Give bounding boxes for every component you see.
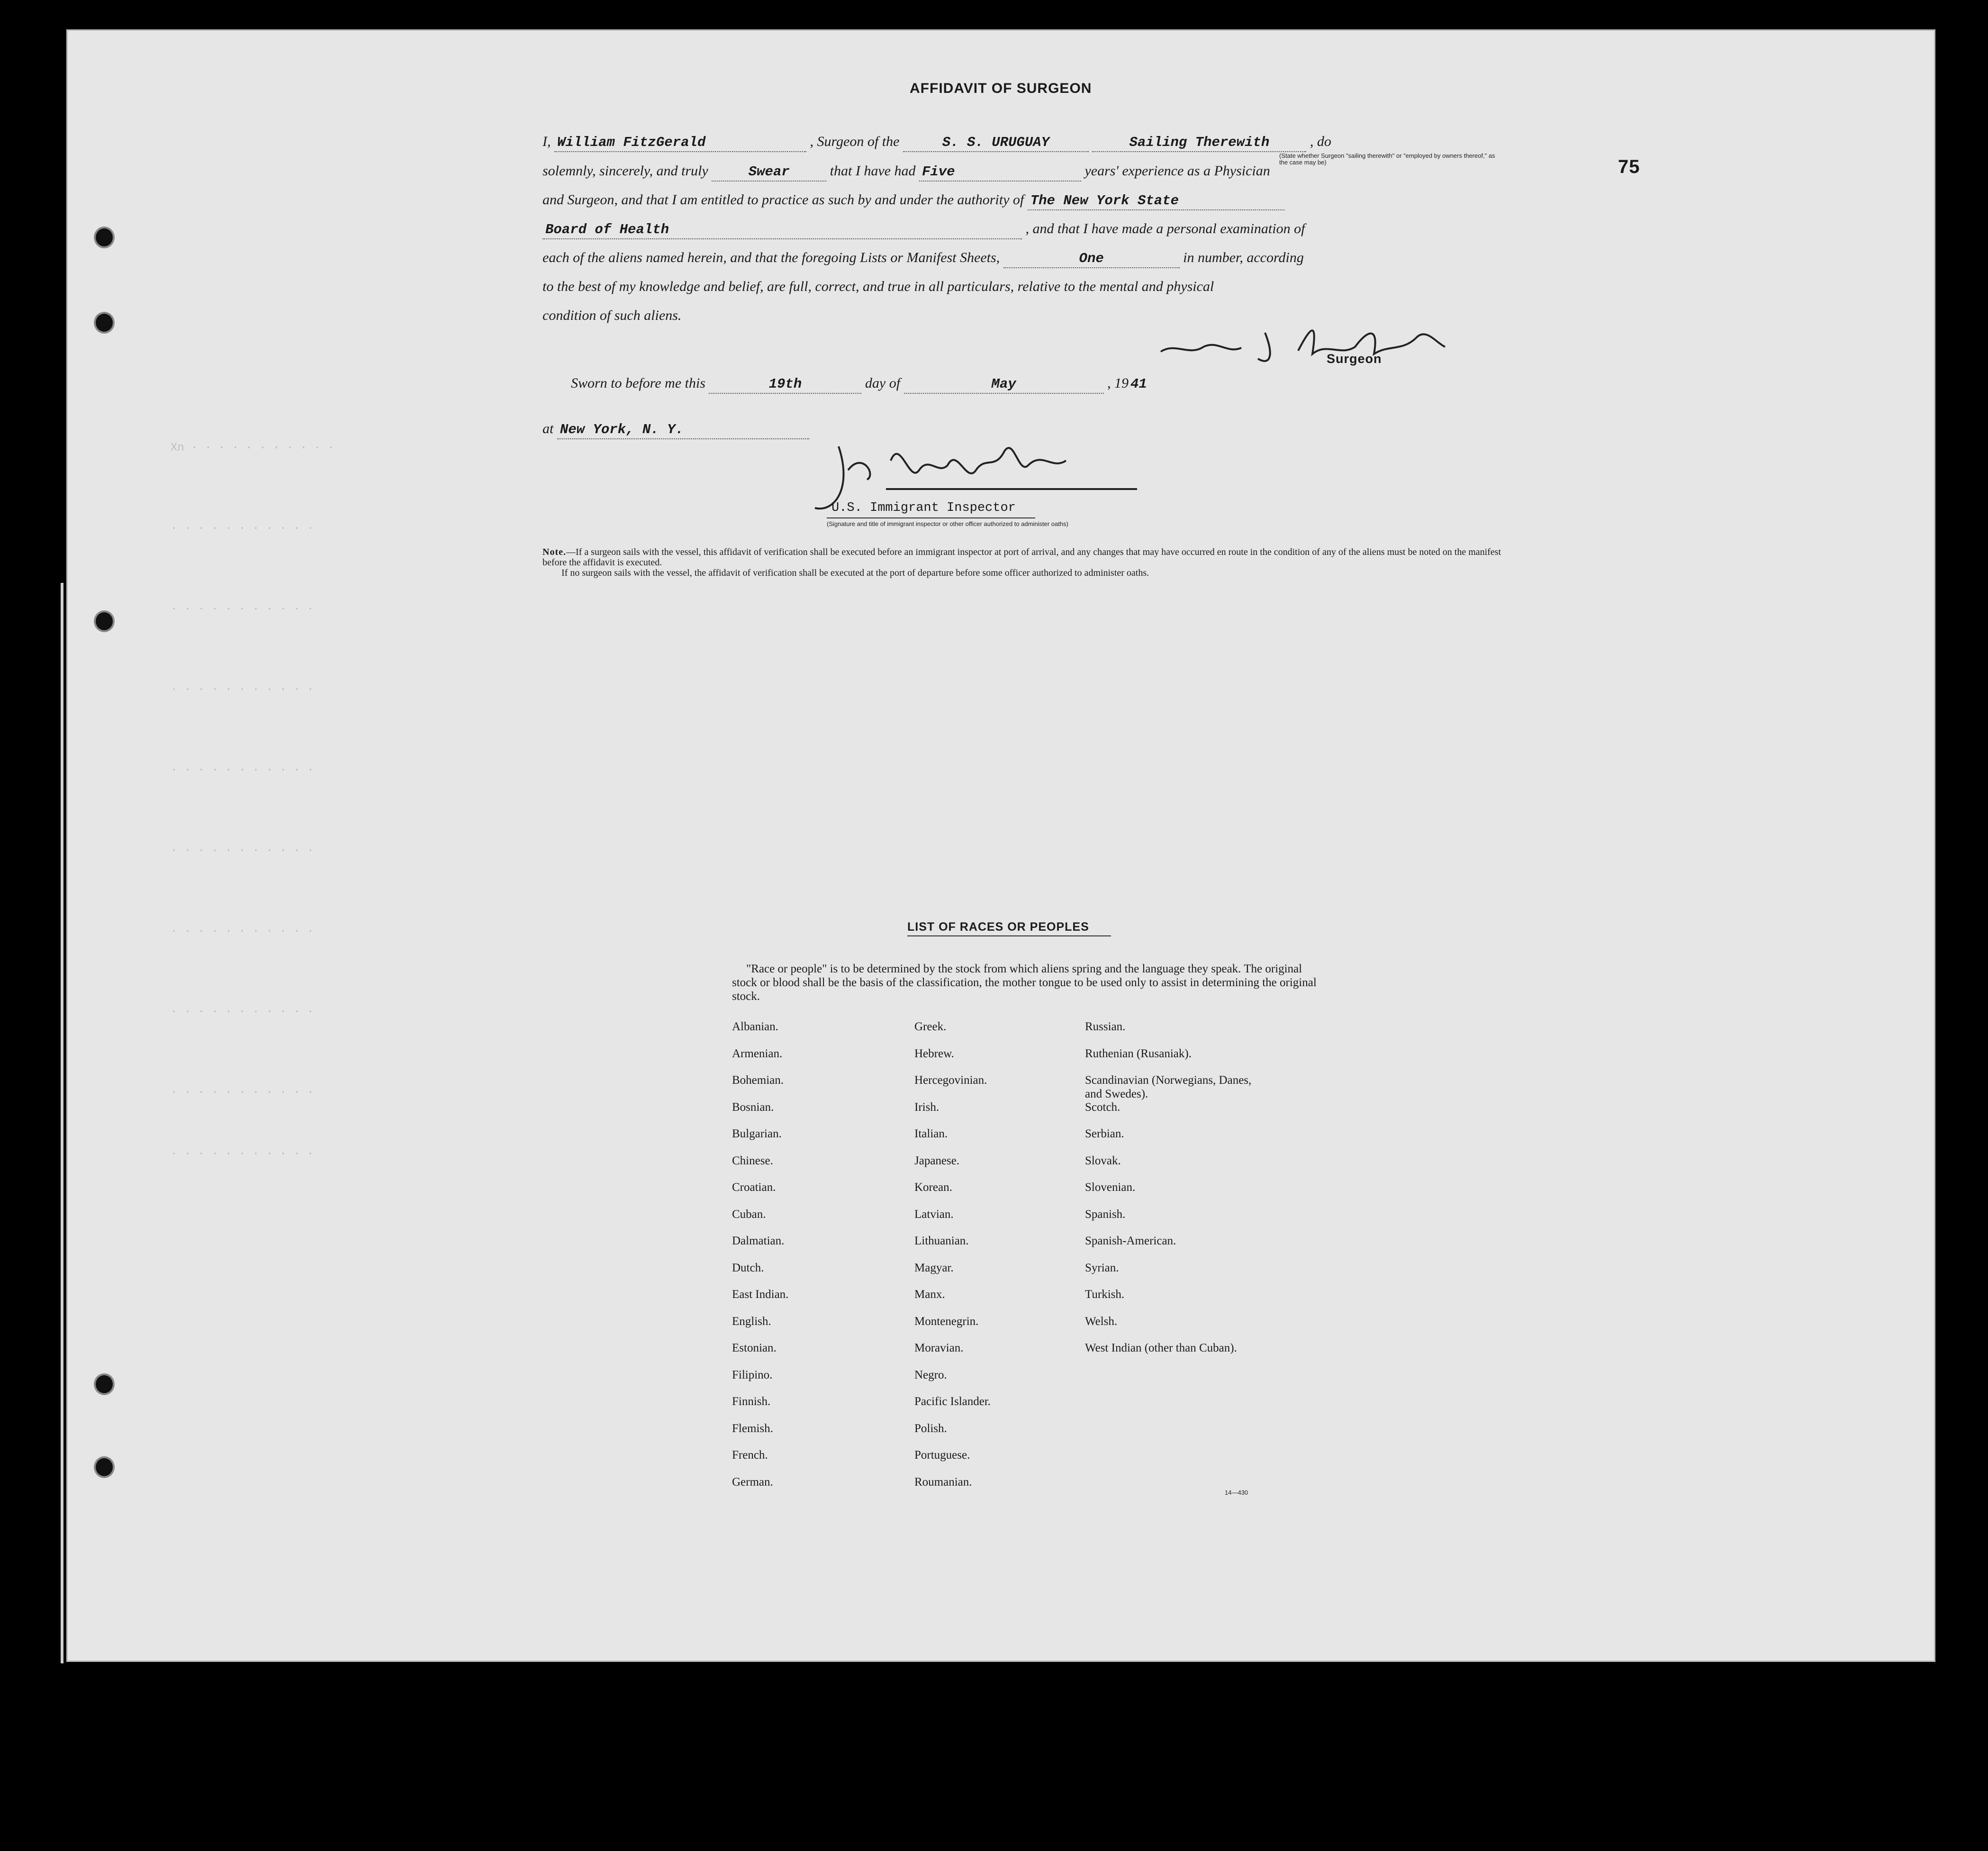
page-number: 75 xyxy=(1618,156,1640,177)
sworn-day: 19th xyxy=(709,376,861,394)
line2-text-b: that I have had xyxy=(830,163,916,179)
at-text: at xyxy=(542,421,554,436)
race-item: Bulgarian. xyxy=(732,1127,782,1140)
sworn-text-a: Sworn to before me this xyxy=(571,375,705,391)
surgeon-name: William FitzGerald xyxy=(554,135,806,152)
race-item: East Indian. xyxy=(732,1288,789,1301)
races-column-2 xyxy=(914,1020,991,1502)
sworn-year: 41 xyxy=(1130,376,1147,392)
race-item: Moravian. xyxy=(914,1342,964,1354)
race-item: Scotch. xyxy=(1085,1100,1121,1114)
location-line xyxy=(542,421,809,439)
surgeon-signature xyxy=(1156,314,1459,366)
oath-type: Swear xyxy=(712,164,826,181)
race-item: West Indian (other than Cuban). xyxy=(1085,1342,1237,1354)
race-item: Magyar. xyxy=(914,1261,954,1274)
race-item: Flemish. xyxy=(732,1422,773,1435)
bleed-through-row: · · · · · · · · · · · xyxy=(171,1086,314,1099)
bleed-through-row: · · · · · · · · · · · xyxy=(171,764,314,777)
affidavit-line-3 xyxy=(542,192,1284,210)
race-item: Lithuanian. xyxy=(914,1234,969,1247)
sworn-month: May xyxy=(904,376,1104,394)
sailing-note: (State whether Surgeon "sailing therewith" or "employed by owners thereof," as the case may be) xyxy=(1279,152,1495,166)
bleed-through-row: · · · · · · · · · · · xyxy=(171,1006,314,1018)
race-item: Filipino. xyxy=(732,1368,773,1381)
race-item: Ruthenian (Rusaniak). xyxy=(1085,1047,1192,1060)
line2-text-a: solemnly, sincerely, and truly xyxy=(542,163,708,179)
race-item: Scandinavian (Norwegians, Danes, and Swedes). xyxy=(1085,1074,1252,1100)
race-item: Slovenian. xyxy=(1085,1181,1136,1194)
races-column-3 xyxy=(1085,1020,1270,1368)
affidavit-line-4 xyxy=(542,221,1305,239)
affidavit-line-2 xyxy=(542,163,1270,181)
race-item: Roumanian. xyxy=(914,1475,972,1488)
race-item: Spanish. xyxy=(1085,1207,1126,1221)
race-item: Hebrew. xyxy=(914,1047,954,1060)
race-item: Latvian. xyxy=(914,1207,954,1221)
vessel-name: S. S. URUGUAY xyxy=(903,135,1089,152)
race-item: Bohemian. xyxy=(732,1074,784,1087)
note-text-2: If no surgeon sails with the vessel, the affidavit of verification shall be executed at the port of departure before some officer authorized to administer oaths. xyxy=(561,568,1149,578)
affidavit-line-7: condition of such aliens. xyxy=(542,308,682,323)
race-item: Spanish-American. xyxy=(1085,1234,1176,1247)
sworn-text-b: day of xyxy=(865,375,901,391)
race-item: Montenegrin. xyxy=(914,1315,979,1328)
race-item: Turkish. xyxy=(1085,1288,1125,1301)
race-item: Greek. xyxy=(914,1020,947,1033)
bleed-through-row: · · · · · · · · · · · xyxy=(171,925,314,938)
line5-text-b: in number, according xyxy=(1183,250,1304,265)
race-item: Cuban. xyxy=(732,1207,766,1221)
document-page xyxy=(66,29,1935,1662)
race-item: Italian. xyxy=(914,1127,948,1140)
race-item: Hercegovinian. xyxy=(914,1074,987,1087)
race-item: Syrian. xyxy=(1085,1261,1119,1274)
race-item: Finnish. xyxy=(732,1395,771,1408)
race-item: Estonian. xyxy=(732,1342,777,1354)
surgeon-of-text: , Surgeon of the xyxy=(810,134,900,149)
binder-hole xyxy=(96,228,113,246)
race-item: Irish. xyxy=(914,1100,940,1114)
years-experience: Five xyxy=(919,164,1081,181)
affidavit-line-6: to the best of my knowledge and belief, are full, correct, and true in all particulars, relative to the mental and physical xyxy=(542,279,1214,294)
race-item: Bosnian. xyxy=(732,1100,774,1114)
race-item: Japanese. xyxy=(914,1154,960,1167)
races-heading-underline xyxy=(907,935,1111,936)
races-column-1 xyxy=(732,1020,788,1502)
race-item: Albanian. xyxy=(732,1020,778,1033)
bleed-through-row: · · · · · · · · · · · xyxy=(171,683,314,696)
race-item: Dalmatian. xyxy=(732,1234,785,1247)
race-item: Dutch. xyxy=(732,1261,764,1274)
form-number: 14—430 xyxy=(1225,1489,1248,1496)
inspector-note: (Signature and title of immigrant inspector or other officer authorized to administer oaths) xyxy=(827,520,1068,527)
bleed-through-row: Xn · · · · · · · · · · · xyxy=(171,442,334,454)
race-item: Manx. xyxy=(914,1288,945,1301)
race-item: Russian. xyxy=(1085,1020,1126,1033)
authority-line-2: Board of Health xyxy=(542,222,1022,239)
race-item: Armenian. xyxy=(732,1047,783,1060)
races-heading: LIST OF RACES OR PEOPLES xyxy=(907,920,1089,934)
race-item: Pacific Islander. xyxy=(914,1395,991,1408)
race-item: Croatian. xyxy=(732,1181,776,1194)
line4-text: , and that I have made a personal examination of xyxy=(1025,221,1305,236)
sailing-status: Sailing Therewith xyxy=(1092,135,1306,152)
binder-hole xyxy=(96,314,113,332)
race-item: Slovak. xyxy=(1085,1154,1121,1167)
races-intro: "Race or people" is to be determined by the stock from which aliens spring and the language they speak. The original stock or blood shall be the basis of the classification, the mother tongue to be used only to assist in determining the original stock. xyxy=(732,962,1317,1003)
affidavit-line-5 xyxy=(542,250,1304,268)
note-text-1: —If a surgeon sails with the vessel, this affidavit of verification shall be executed before an immigrant inspector at port of arrival, and any changes that may have occurred en route in the condition of any of the aliens must be noted on the manifest before the affidavit is executed. xyxy=(542,547,1501,568)
race-item: French. xyxy=(732,1449,768,1461)
race-item: Serbian. xyxy=(1085,1127,1124,1140)
page-edge xyxy=(61,583,63,1663)
race-item: Portuguese. xyxy=(914,1449,970,1461)
race-item: Negro. xyxy=(914,1368,947,1381)
intro-text: I, xyxy=(542,134,551,149)
race-item: Polish. xyxy=(914,1422,947,1435)
bleed-through-row: · · · · · · · · · · · xyxy=(171,603,314,616)
affidavit-line-1 xyxy=(542,134,1331,152)
sworn-line xyxy=(571,375,1149,394)
race-item: English. xyxy=(732,1315,771,1328)
bleed-through-row: · · · · · · · · · · · xyxy=(171,1148,314,1161)
affidavit-title: AFFIDAVIT OF SURGEON xyxy=(910,81,1092,96)
binder-hole xyxy=(96,612,113,630)
do-text: , do xyxy=(1310,134,1331,149)
inspector-signature xyxy=(777,418,1166,513)
race-item: Chinese. xyxy=(732,1154,773,1167)
line5-text: each of the aliens named herein, and that the foregoing Lists or Manifest Sheets, xyxy=(542,250,1000,265)
binder-hole xyxy=(96,1375,113,1393)
race-item: Korean. xyxy=(914,1181,952,1194)
affidavit-note xyxy=(542,547,1518,578)
sheet-count: One xyxy=(1003,251,1180,268)
sworn-year-prefix: , 19 xyxy=(1107,375,1129,391)
location: New York, N. Y. xyxy=(557,422,809,439)
authority-line-1: The New York State xyxy=(1028,193,1284,210)
surgeon-label: Surgeon xyxy=(1327,352,1382,366)
race-item: Welsh. xyxy=(1085,1315,1118,1328)
note-label: Note. xyxy=(542,547,566,557)
binder-hole xyxy=(96,1458,113,1476)
bleed-through-row: · · · · · · · · · · · xyxy=(171,844,314,857)
inspector-title: U.S. Immigrant Inspector xyxy=(831,501,1016,515)
line2-text-c: years' experience as a Physician xyxy=(1084,163,1270,179)
bleed-through-row: · · · · · · · · · · · xyxy=(171,522,314,535)
race-item: German. xyxy=(732,1475,773,1488)
line3-text: and Surgeon, and that I am entitled to practice as such by and under the authority of xyxy=(542,192,1024,208)
inspector-signature-line xyxy=(827,517,1035,518)
